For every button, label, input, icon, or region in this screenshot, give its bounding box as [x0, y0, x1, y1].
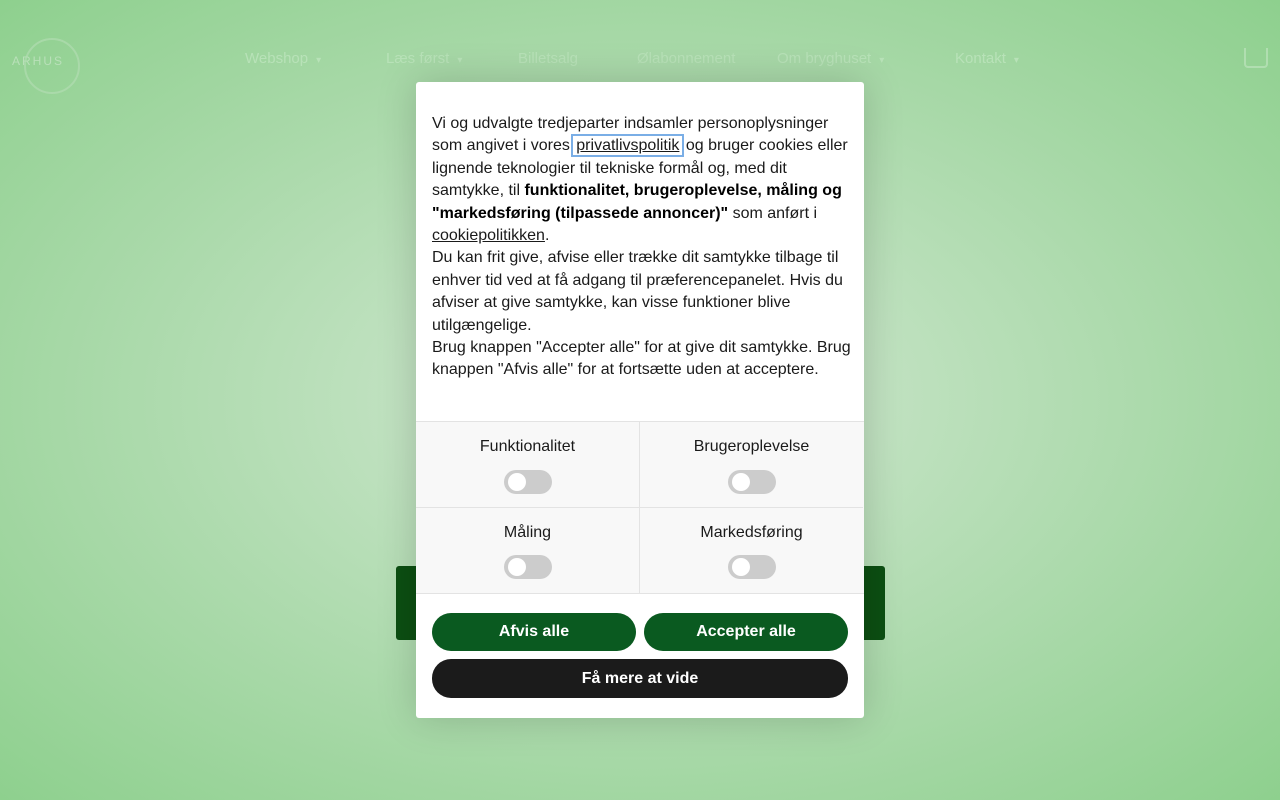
toggle-cell-markedsfoering — [640, 508, 863, 593]
nav-item-oelabonnement[interactable]: Ølabonnement — [637, 50, 736, 67]
toggle-label: Funktionalitet — [479, 438, 576, 455]
nav-item-webshop[interactable]: Webshop ▾ — [245, 50, 322, 67]
toggle-knob — [732, 473, 750, 491]
privacy-policy-link[interactable]: privatlivspolitik — [576, 137, 680, 155]
nav-item-billetsalg[interactable]: Billetsalg — [518, 50, 579, 67]
consent-description — [432, 113, 852, 382]
consent-paragraph-buttons: Brug knappen "Accepter alle" for at give dit samtykke. Brug knappen "Afvis alle" for at fortsætte uden at acceptere. — [432, 339, 851, 379]
toggle-label: Markedsføring — [700, 524, 803, 541]
toggle-knob — [508, 473, 526, 491]
toggle-cell-funktionalitet — [416, 422, 640, 508]
brugeroplevelse-toggle[interactable] — [728, 470, 776, 494]
consent-purpose-toggles — [416, 421, 864, 594]
nav-item-om-bryghuset[interactable]: Om bryghuset ▾ — [777, 50, 885, 67]
consent-paragraph-intro: Vi og udvalgte tredjeparter indsamler personoplysninger som angivet i vores privatlivspolitik og bruger cookies eller lignende teknologier til tekniske formål og, med dit samtykke, til funktionalitet, brugeroplevelse, måling og "markedsføring (tilpassede annoncer)" som anført i cookiepolitikken. — [432, 115, 848, 245]
main-nav — [0, 50, 1280, 70]
consent-purposes: funktionalitet, brugeroplevelse, måling og "markedsføring (tilpassede annoncer)" — [432, 182, 842, 222]
cookie-consent-dialog — [416, 82, 864, 718]
toggle-cell-brugeroplevelse — [640, 422, 863, 508]
chevron-down-icon: ▾ — [457, 55, 463, 66]
toggle-label: Måling — [503, 524, 552, 541]
markedsfoering-toggle[interactable] — [728, 555, 776, 579]
chevron-down-icon: ▾ — [1013, 55, 1019, 66]
cookie-policy-link[interactable]: cookiepolitikken — [432, 227, 545, 245]
cart-icon[interactable] — [1244, 48, 1268, 68]
toggle-knob — [508, 558, 526, 576]
consent-paragraph-withdraw: Du kan frit give, afvise eller trække dit samtykke tilbage til enhver tid ved at få adgang til præferencepanelet. Hvis du afviser at give samtykke, kan visse funktioner blive utilgængelige. — [432, 249, 843, 334]
logo-text: ARHUS — [12, 54, 65, 68]
chevron-down-icon: ▾ — [316, 55, 322, 66]
toggle-cell-maaling — [416, 508, 640, 593]
chevron-down-icon: ▾ — [879, 55, 885, 66]
maaling-toggle[interactable] — [504, 555, 552, 579]
toggle-label: Brugeroplevelse — [693, 438, 810, 455]
nav-item-kontakt[interactable]: Kontakt ▾ — [955, 50, 1019, 67]
funktionalitet-toggle[interactable] — [504, 470, 552, 494]
toggle-knob — [732, 558, 750, 576]
learn-more-button[interactable]: Få mere at vide — [432, 659, 848, 698]
nav-item-laes-foerst[interactable]: Læs først ▾ — [386, 50, 463, 67]
accept-all-button[interactable]: Accepter alle — [644, 613, 848, 651]
reject-all-button[interactable]: Afvis alle — [432, 613, 636, 651]
